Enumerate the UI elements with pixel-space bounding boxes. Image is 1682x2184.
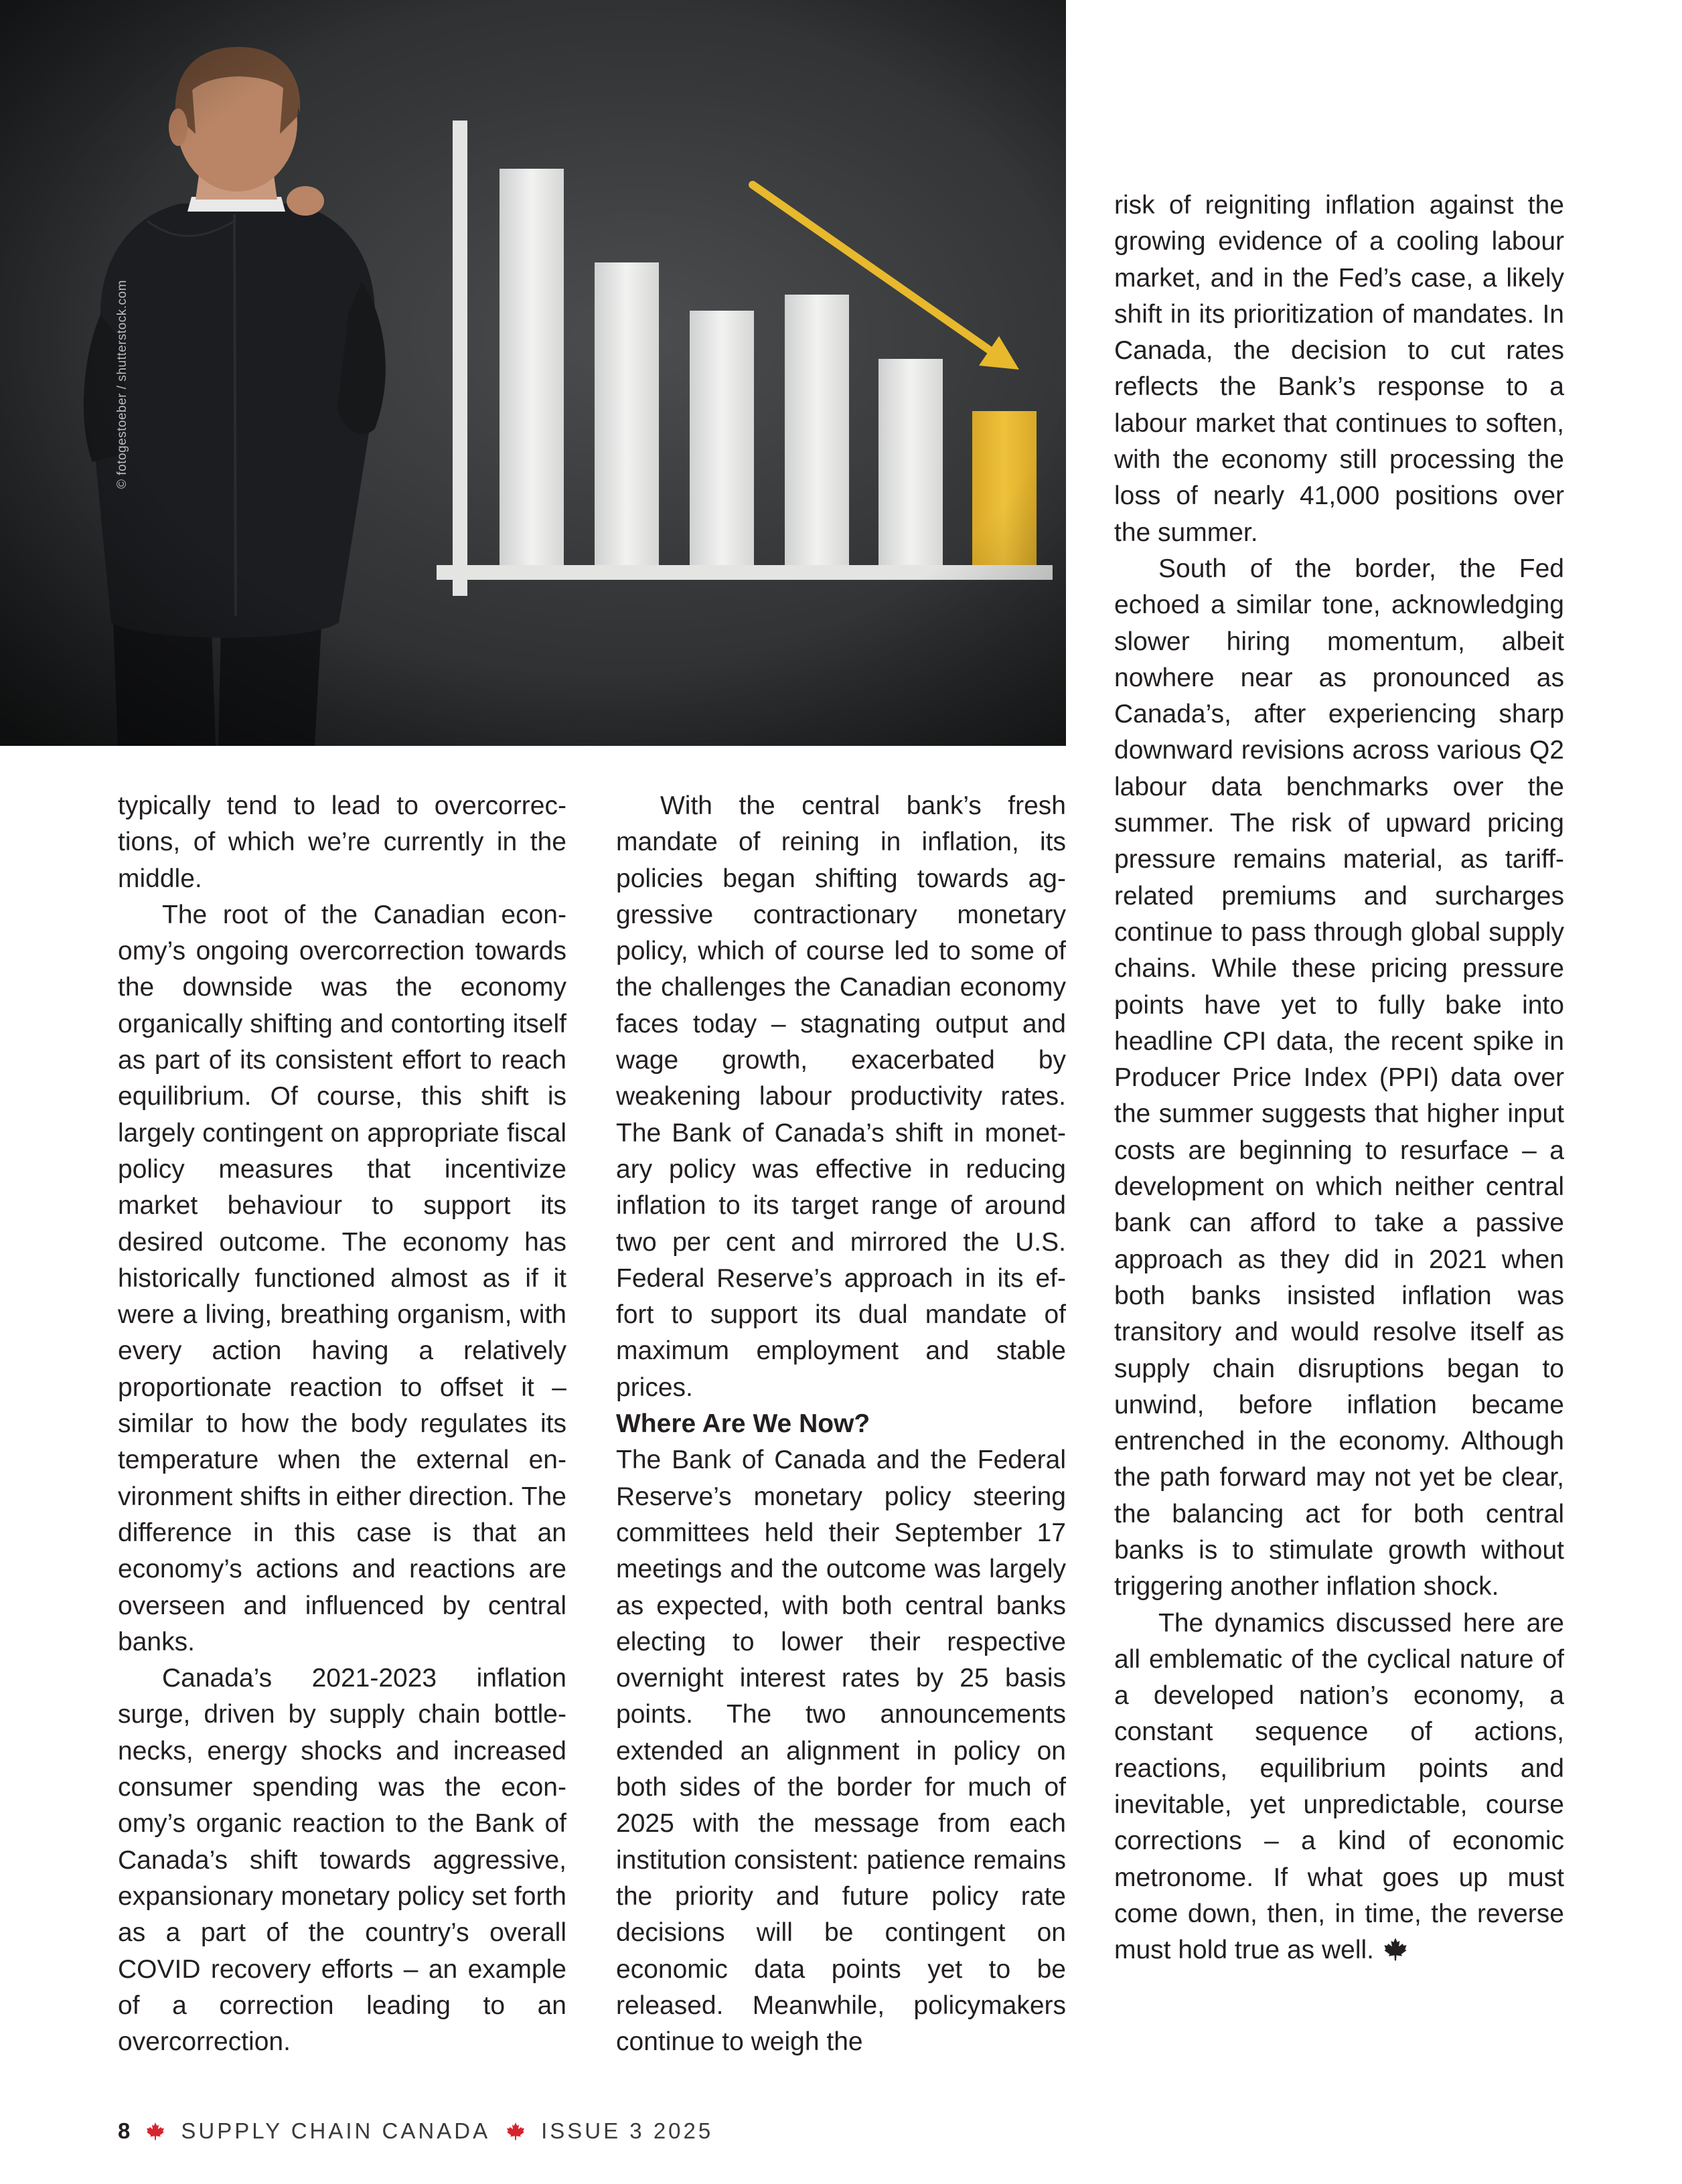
page-footer (118, 2118, 713, 2144)
col3-paragraph-1: risk of reigniting inflation against the growing evidence of a cooling labour market, and in the Fed’s case, a likely shift in its prioritization of mandates. In Canada, the decision to cut rates reflects the Bank’s response to a labour market that continues to soften, with the economy still processing the loss of nearly 41,000 positions over the summer. (1114, 191, 1564, 547)
chalkboard-chart-illustration (0, 0, 1066, 746)
publication-name: SUPPLY CHAIN CANADA (181, 2118, 491, 2143)
col2-paragraph-1: With the central bank’s fresh mandate of reining in inflation, its policies began shifting towards aggressive contractionary monetary policy, which of course led to some of the challenges the Canadian economy faces today – stagnating output and wage growth, exacerbated by weakening labour productivity rates. The Bank of Canada’s shift in monetary policy was effective in reducing inflation to its target range of around two per cent and mirrored the U.S. Federal Reserve’s approach in its effort to support its dual mandate of maximum employment and stable prices. (616, 791, 1066, 1402)
maple-leaf-icon (146, 2122, 165, 2140)
section-heading: Where Are We Now? (616, 1409, 870, 1439)
article-column-2 (616, 788, 1066, 2060)
maple-leaf-icon (506, 2122, 525, 2140)
col1-paragraph-2: The root of the Canadian economy’s ongoing overcorrection towards the downside was the economy organically shifting and contorting itself as part of its consistent effort to reach equilibrium. Of course, this shift is largely contingent on appropriate fiscal policy measures that incentivize market behaviour to support its desired outcome. The economy has historically functioned almost as if it were a living, breathing organism, with every action having a relatively proportionate reaction to offset it – similar to how the body regulates its temperature when the external environment shifts in either direction. The difference in this case is that an economy’s actions and reactions are overseen and influenced by central banks. (118, 900, 566, 1656)
article-column-3 (1114, 187, 1564, 1969)
col2-paragraph-2: The Bank of Canada and the Federal Reserve’s monetary policy steering committees held their September 17 meetings and the outcome was largely as expected, with both central banks electing to lower their respective overnight interest rates by 25 basis points. The two announcements extended an alignment in policy on both sides of the border for much of 2025 with the message from each institution consistent: patience remains the priority and future policy rate decisions will be contingent on economic data points yet to be released. Meanwhile, policymakers continue to weigh the (616, 1446, 1066, 2057)
col3-paragraph-2: South of the border, the Fed echoed a similar tone, acknowledging slower hiring momentum, albeit nowhere near as pronounced as Canada’s, after experiencing sharp downward revisions across various Q2 labour data benchmarks over the summer. The risk of upward pricing pressure remains material, as tariff-related premiums and surcharges continue to pass through global supply chains. While these pricing pressure points have yet to fully bake into headline CPI data, the recent spike in Producer Price Index (PPI) data over the summer suggests that higher input costs are beginning to resurface – a development on which neither central bank can afford to take a passive approach as they did in 2021 when both banks insisted inflation was transitory and would resolve itself as supply chain disruptions began to unwind, before inflation became entrenched in the economy. Although the path forward may not yet be clear, the balancing act for both central banks is to stimulate growth without triggering another inflation shock. (1114, 554, 1564, 1602)
col3-paragraph-3-text: The dynamics discussed here are all emblematic of the cyclical nature of a developed nation’s economy, a constant sequence of actions, reactions, equilibrium points and inevitable, yet unpredictable, course corrections – a kind of economic metronome. If what goes up must come down, then, in time, the reverse must hold true as well. (1114, 1608, 1564, 1965)
col1-paragraph-3: Canada’s 2021-2023 inflation surge, driven by supply chain bottlenecks, energy shocks and increased consumer spending was the economy’s organic reaction to the Bank of Canada’s shift towards aggressive, expansionary monetary policy set forth as a part of the country’s overall COVID recovery efforts – an example of a correction leading to an overcorrection. (118, 1664, 566, 2057)
issue-label: ISSUE 3 2025 (541, 2118, 714, 2143)
col1-paragraph-1: typically tend to lead to overcorrections, of which we’re currently in the middle. (118, 791, 566, 893)
hero-photo (0, 0, 1066, 746)
photo-credit: © fotogestoeber / shutterstock.com (115, 280, 129, 489)
maple-leaf-end-icon (1383, 1937, 1407, 1961)
page-number: 8 (118, 2118, 131, 2143)
col3-paragraph-3 (1114, 1606, 1564, 1969)
article-column-1 (118, 788, 566, 2060)
